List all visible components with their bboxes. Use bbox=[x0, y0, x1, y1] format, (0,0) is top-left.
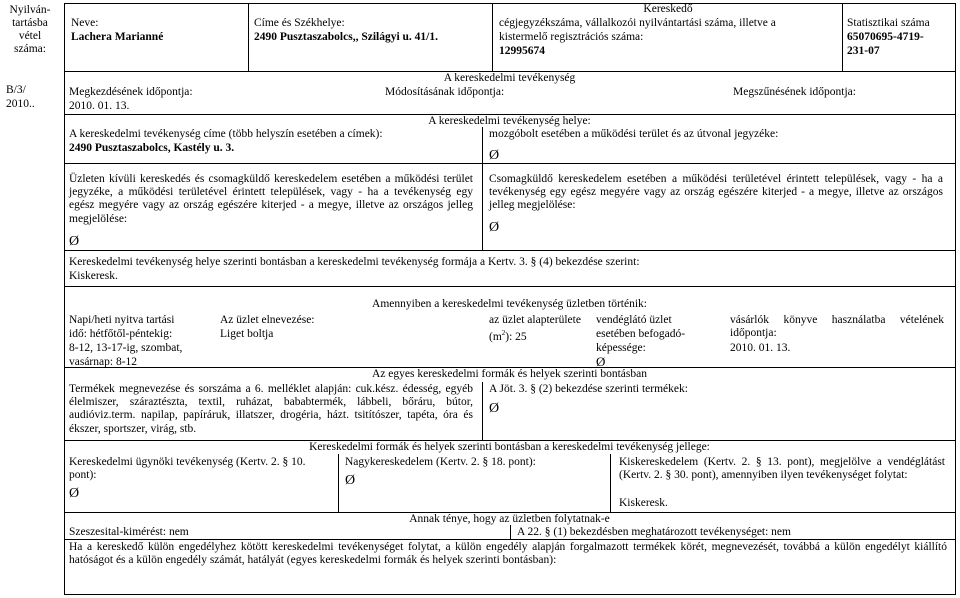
divider bbox=[482, 127, 483, 250]
special-permit-note: Ha a kereskedő külön engedélyhez kötött kereskedelmi tevékenységet folytat, a külön engedély alapján forgalmazott termékek körét, megnevezését, továbbá a külön engedélyt kiállító hatóságot és a külön engedély számát, hatályát (egyes kereskedelmi formák és helyek szerinti bontásban): bbox=[69, 541, 947, 567]
trader-reg-value: 12995674 bbox=[499, 45, 545, 57]
excise-products-value: Ø bbox=[489, 401, 500, 416]
divider bbox=[482, 382, 483, 440]
divider bbox=[510, 525, 511, 539]
activity-start-label: Megkezdésének időpontja: bbox=[69, 86, 193, 98]
divider bbox=[64, 286, 955, 287]
registry-number-1: B/3/ bbox=[6, 84, 26, 96]
opening-hours-1: Napi/heti nyitva tartási bbox=[69, 314, 175, 326]
retail-value: Kiskeresk. bbox=[619, 497, 668, 509]
excise-products-label: A Jöt. 3. § (2) bekezdése szerinti termékek: bbox=[489, 383, 688, 395]
location-address-value: 2490 Pusztaszabolcs, Kastély u. 3. bbox=[69, 142, 235, 154]
shop-header: Amennyiben a kereskedelmi tevékenység üzletben történik: bbox=[372, 298, 647, 310]
shop-area-label: az üzlet alapterülete bbox=[489, 314, 581, 326]
forms-header: Kereskedelmi formák és helyek szerinti bontásban a kereskedelmi tevékenység jellege: bbox=[309, 441, 710, 453]
mail-order-value: Ø bbox=[489, 220, 500, 235]
trader-name-label: Neve: bbox=[71, 17, 99, 29]
registry-number-2: 2010.. bbox=[6, 98, 35, 110]
opening-hours-2: idő: hétfőtől-péntekig: bbox=[69, 328, 173, 340]
retail-label: Kiskereskedelem (Kertv. 2. § 13. pont), megjelölve a vendéglátást (Kertv. 2. § 30. pont), amennyiben ilyen tevékenységet folytat: bbox=[619, 456, 945, 482]
opening-hours-4: vasárnap: 8-12 bbox=[69, 356, 138, 368]
mobile-shop-label: mozgóbolt esetében a működési terület és az útvonal jegyzéke: bbox=[489, 128, 779, 140]
trader-name-value: Lachera Marianné bbox=[71, 31, 164, 43]
agent-activity-value: Ø bbox=[69, 486, 80, 501]
activity-start-value: 2010. 01. 13. bbox=[69, 100, 130, 112]
trader-reg-label-2: kistermelő regisztrációs száma: bbox=[499, 31, 644, 43]
stat-number-label: Statisztikai száma bbox=[847, 17, 930, 29]
registry-label-3: vétel bbox=[18, 30, 42, 42]
trader-address-value: 2490 Pusztaszabolcs,, Szilágyi u. 41/1. bbox=[254, 31, 439, 43]
registry-label-2: tartásba bbox=[12, 17, 48, 29]
activity-form-label: Kereskedelmi tevékenység helye szerinti bontásban a kereskedelmi tevékenység formája a Kertv. 3. § (4) bekezdése szerint: bbox=[69, 256, 640, 268]
trader-reg-label-1: cégjegyzékszáma, vállalkozói nyilvántartási száma, illetve a bbox=[499, 17, 776, 29]
stat-number-value-2: 231-07 bbox=[847, 45, 880, 57]
stat-number-value-1: 65070695-4719- bbox=[847, 31, 924, 43]
divider bbox=[64, 250, 955, 251]
shop-name-label: Az üzlet elnevezése: bbox=[220, 314, 315, 326]
outside-shop-label: Üzleten kívüli kereskedés és csomagküldő kereskedelem esetében a működési terület jegyzéke, a működési területével érintett települések, vagy - ha a tevékenység egy egész megyére vagy az ország egészére kiterjed - a megye, illetve az országos jelleg megjelölése: bbox=[69, 173, 473, 225]
complaint-book-label: vásárlók könyve használatba vételének időpontja: bbox=[730, 314, 944, 340]
divider bbox=[610, 454, 611, 512]
location-header: A kereskedelmi tevékenység helye: bbox=[428, 115, 591, 127]
annex-header: Annak ténye, hogy az üzletben folytatnak-e bbox=[409, 513, 610, 525]
catering-label-3: képessége: bbox=[596, 342, 646, 354]
wholesale-value: Ø bbox=[345, 473, 356, 488]
opening-hours-3: 8-12, 13-17-ig, szombat, bbox=[69, 342, 183, 354]
products-header: Az egyes kereskedelmi formák és helyek szerinti bontásban bbox=[372, 368, 647, 380]
agent-activity-label: Kereskedelmi ügynöki tevékenység (Kertv. 2. § 10. pont): bbox=[69, 456, 306, 482]
catering-value: Ø bbox=[596, 354, 606, 369]
activity-form-value: Kiskeresk. bbox=[69, 270, 118, 282]
complaint-book-value: 2010. 01. 13. bbox=[730, 342, 791, 354]
activity-header: A kereskedelmi tevékenység bbox=[443, 72, 576, 84]
catering-label-1: vendéglátó üzlet bbox=[596, 314, 672, 326]
trader-header: Kereskedő bbox=[643, 3, 693, 15]
divider bbox=[338, 454, 339, 512]
mail-order-label: Csomagküldő kereskedelem esetében a működési területével érintett települések, vagy - ha a tevékenység egy egész megyére vagy az ország egészére kiterjed - a megye, illetve az országos jelleg megjelölése: bbox=[489, 173, 943, 212]
mobile-shop-value: Ø bbox=[489, 148, 500, 163]
shop-name-value: Liget boltja bbox=[220, 328, 274, 340]
activity-ended-label: Megszűnésének időpontja: bbox=[733, 86, 856, 98]
location-address-label: A kereskedelmi tevékenység címe (több helyszín esetében a címek): bbox=[69, 128, 383, 140]
registry-label-4: száma: bbox=[14, 43, 46, 55]
shop-area-value: $(m^2)$: 25 bbox=[489, 329, 527, 343]
products-list: Termékek megnevezése és sorszáma a 6. melléklet alapján: cuk.kész. édesség, egyéb élelmiszer, száraztészta, textil, ruházat, bababtermék, lábbeli, bőráru, bútor, audióviz.term. napilap, papíráruk, illatszer, drogéria, házt. tsitítószer, tapéta, óra és ékszer, sportszer, virág, stb. bbox=[69, 383, 473, 435]
divider bbox=[64, 163, 955, 164]
activity-modified-label: Módosításának időpontja: bbox=[385, 86, 505, 98]
divider bbox=[248, 3, 249, 71]
gambling-activity: A 22. § (1) bekezdésben meghatározott tevékenységet: nem bbox=[517, 526, 791, 538]
catering-label-2: esetében befogadó- bbox=[596, 328, 686, 340]
outside-shop-value: Ø bbox=[69, 234, 80, 249]
divider bbox=[64, 539, 955, 540]
wholesale-label: Nagykereskedelem (Kertv. 2. § 18. pont): bbox=[345, 456, 536, 468]
trader-address-label: Címe és Székhelye: bbox=[254, 17, 345, 29]
alcohol-serving: Szeszesital-kimérést: nem bbox=[69, 526, 189, 538]
registry-label-1: Nyilván- bbox=[9, 4, 51, 16]
